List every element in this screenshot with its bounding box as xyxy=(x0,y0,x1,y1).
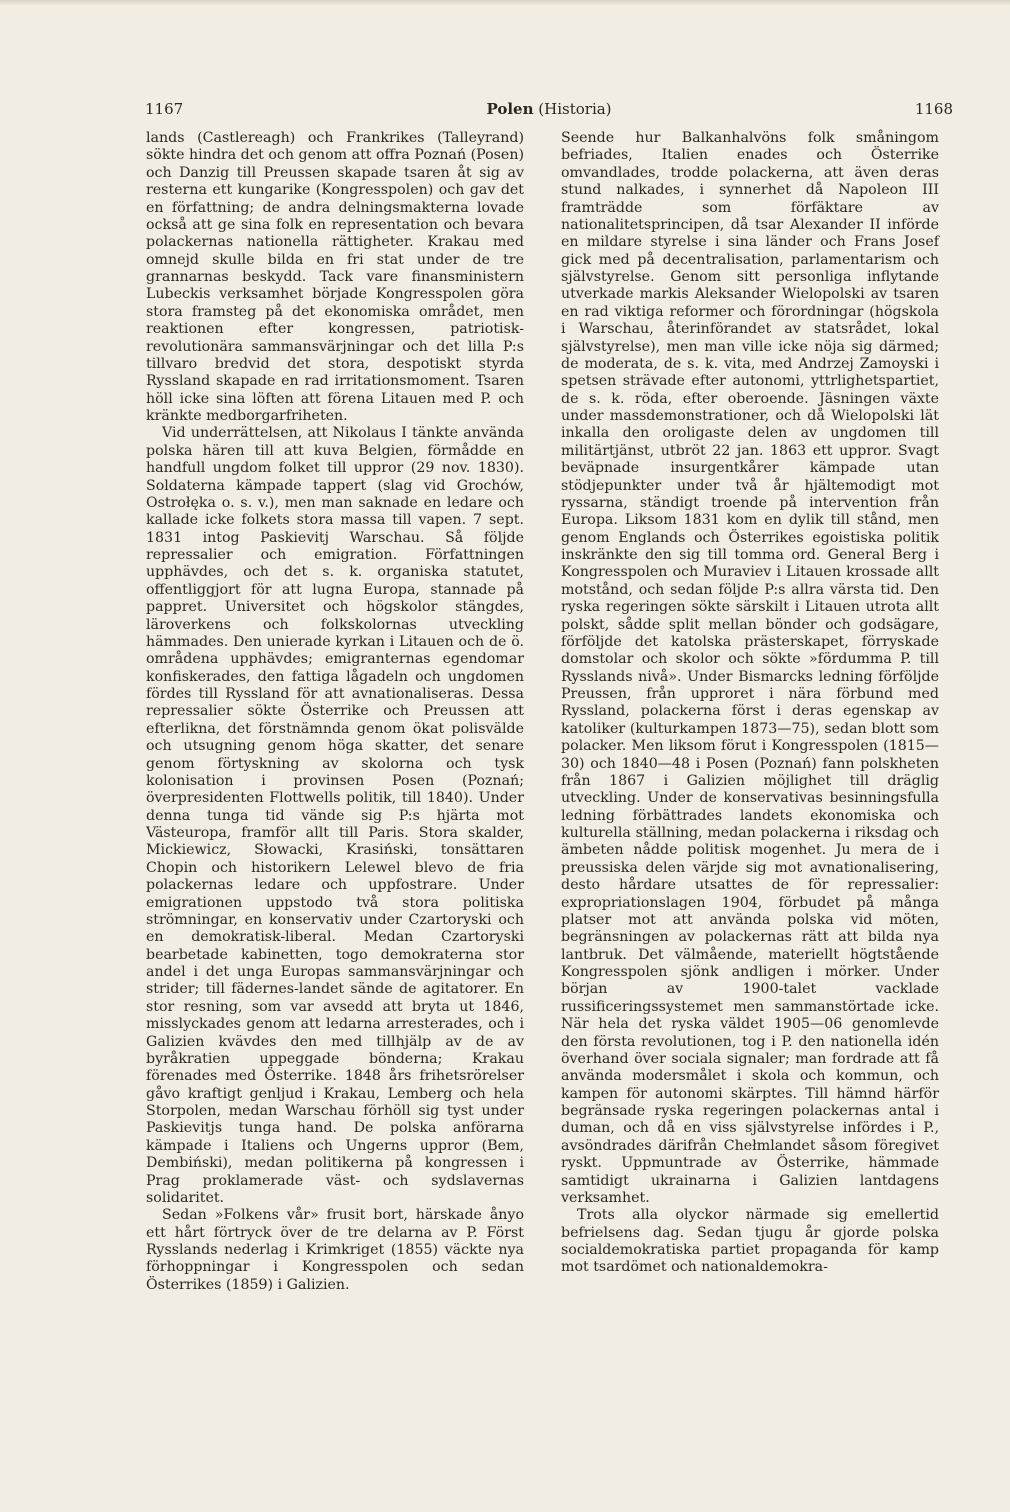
paragraph: lands (Castlereagh) och Frankrikes (Talleyrand) sökte hindra det och genom att offra Poznań (Posen) och Danzig till Preussen skapade tsaren åt sig av resterna ett kungarike (Kongresspolen) och gav det en författning; de andra delningsmakterna lovade också att ge sina folk en representation och bevara polackernas nationella rättigheter. Krakau med omnejd skulle bilda en fri stat under de tre grannarnas beskydd. Tack vare finansministern Lubeckis verksamhet började Kongresspolen göra stora framsteg på det ekonomiska området, men reaktionen efter kongressen, patriotisk-revolutionära sammansvärjningar och det lilla P:s tillvaro bredvid det stora, despotiskt styrda Ryssland skapade en rad irritationsmoment. Tsaren höll icke sina löften att förena Litauen med P. och kränkte medborgarfriheten. xyxy=(146,130,524,424)
paragraph: Sedan »Folkens vår» frusit bort, härskade ånyo ett hårt förtryck över de tre delarna av P. Först Rysslands nederlag i Krimkriget (1855) väckte nya förhoppningar i Kongresspolen och sedan Österrikes (1859) i Galizien. xyxy=(146,1207,524,1293)
paragraph: Vid underrättelsen, att Nikolaus I tänkte använda polska hären till att kuva Belgien, förmådde en handfull ungdom folket till uppror (29 nov. 1830). Soldaterna kämpade tappert (slag vid Grochów, Ostrołęka o. s. v.), men man saknade en ledare och kallade icke folkets stora massa till vapen. 7 sept. 1831 intog Paskievitj Warschau. Så följde repressalier och emigration. Författningen upphävdes, och det s. k. organiska statutet, offentliggjort för att lugna Europa, stannade på pappret. Universitet och högskolor stängdes, läroverkens och folkskolornas utveckling hämmades. Den unierade kyrkan i Litauen och de ö. områdena upphävdes; emigranternas egendomar konfiskerades, den fattiga lågadeln och ungdomen fördes till Ryssland för att avnationaliseras. Dessa repressalier sökte Österrike och Preussen att efterlikna, det förstnämnda genom ökat polisvälde och utsugning genom höga skatter, det senare genom förtyskning av skolorna och tysk kolonisation i provinsen Posen (Poznań; överpresidenten Flottwells politik, till 1840). Under denna tunga tid vände sig P:s hjärta mot Västeuropa, framför allt till Paris. Stora skalder, Mickiewicz, Słowacki, Krasiński, tonsättaren Chopin och historikern Lelewel blevo de fria polackernas ledare och uppfostrare. Under emigrationen uppstodo två stora politiska strömningar, en konservativ under Czartoryski och en demokratisk-liberal. Medan Czartoryski bearbetade kabinetten, togo demokraterna stor andel i det unga Europas sammansvärjningar och strider; till fädernes-landet sände de agitatorer. En stor resning, som var avsedd att bryta ut 1846, misslyckades genom att ledarna arresterades, och i Galizien kvävdes den med tillhjälp av de av byråkratien uppeggade bönderna; Krakau förenades med Österrike. 1848 års frihetsrörelser gåvo kraftigt genljud i Krakau, Lemberg och hela Storpolen, medan Warschau förhöll sig tyst under Paskievitjs tunga hand. De polska anförarna kämpade i Italiens och Ungerns uppror (Bem, Dembiński), medan politikerna på kongressen i Prag proklamerade väst- och sydslavernas solidaritet. xyxy=(146,425,524,1206)
page-title xyxy=(145,100,953,118)
paragraph: Trots alla olyckor närmade sig emellertid befrielsens dag. Sedan tjugu år gjorde polska socialdemokratiska partiet propaganda för kamp mot tsardömet och nationaldemokra- xyxy=(561,1207,939,1276)
page-number-right: 1168 xyxy=(914,100,953,118)
right-column xyxy=(561,130,939,1277)
title-sub: (Historia) xyxy=(538,100,612,118)
page-top-edge xyxy=(0,0,1010,6)
page-number-left: 1167 xyxy=(145,100,184,118)
running-header xyxy=(145,100,953,124)
paragraph: Seende hur Balkanhalvöns folk småningom befriades, Italien enades och Österrike omvandlades, trodde polackerna, att även deras stund nalkades, i synnerhet då Napoleon III framträdde som förfäktare av nationalitetsprincipen, då tsar Alexander II införde en mildare styrelse i sina länder och Frans Josef gick med på decentralisation, parlamentarism och självstyrelse. Genom sitt personliga inflytande utverkade markis Aleksander Wielopolski av tsaren en rad viktiga reformer och förordningar (högskola i Warschau, återinförandet av statsrådet, lokal självstyrelse), men man ville icke nöja sig därmed; de moderata, de s. k. vita, med Andrzej Zamoyski i spetsen strävade efter autonomi, yttrlighetspartiet, de s. k. röda, efter oberoende. Jäsningen växte under massdemonstrationer, och då Wielopolski lät inkalla den oroligaste delen av ungdomen till militärtjänst, utbröt 22 jan. 1863 ett uppror. Svagt beväpnade insurgentkårer kämpade utan stödjepunkter under två år hjältemodigt mot ryssarna, ständigt troende på intervention från Europa. Liksom 1831 kom en dylik till stånd, men genom Englands och Österrikes egoistiska politik inskränkte den sig till tomma ord. General Berg i Kongresspolen och Muraviev i Litauen krossade allt motstånd, och sedan följde P:s allra värsta tid. Den ryska regeringen sökte särskilt i Litauen utrota allt polskt, sådde split mellan bönder och godsägare, förföljde det katolska prästerskapet, förryskade domstolar och skolor och sökte »fördumma P. till Rysslands nivå». Under Bismarcks ledning förföljde Preussen, från upproret i nära förbund med Ryssland, polackerna först i deras egenskap av katoliker (kulturkampen 1873—75), sedan blott som polacker. Men liksom förut i Kongresspolen (1815—30) och 1840—48 i Posen (Poznań) fann polskheten från 1867 i Galizien möjlighet till dräglig utveckling. Under de konservativas besinningsfulla ledning förbättrades landets ekonomiska och kulturella ställning, medan polackerna i riksdag och ämbeten nådde politisk mogenhet. Ju mera de i preussiska delen värjde sig mot avnationalisering, desto hårdare utsattes de för repressalier: expropriationslagen 1904, förbudet på många platser mot att använda polska vid möten, begränsningen av polackernas rätt att bilda nya lantbruk. Det välmående, materiellt högtstående Kongresspolen sjönk andligen i mörker. Under början av 1900-talet vacklade russificeringssystemet men sammanstörtade icke. När hela det ryska väldet 1905—06 genomlevde den första revolutionen, tog i P. den nationella idén överhand över sociala signaler; man fordrade att få använda modersmålet i skola och kommun, och kampen för autonomi skärptes. Till hämnd härför begränsade ryska regeringen polackernas antal i duman, och då en viss självstyrelse infördes i P., avsöndrades därifrån Chełmlandet såsom föregivet ryskt. Uppmuntrade av Österrike, hämmade samtidigt ukrainarna i Galizien lantdagens verksamhet. xyxy=(561,130,939,1206)
title-main: Polen xyxy=(486,100,534,118)
left-column xyxy=(146,130,524,1294)
